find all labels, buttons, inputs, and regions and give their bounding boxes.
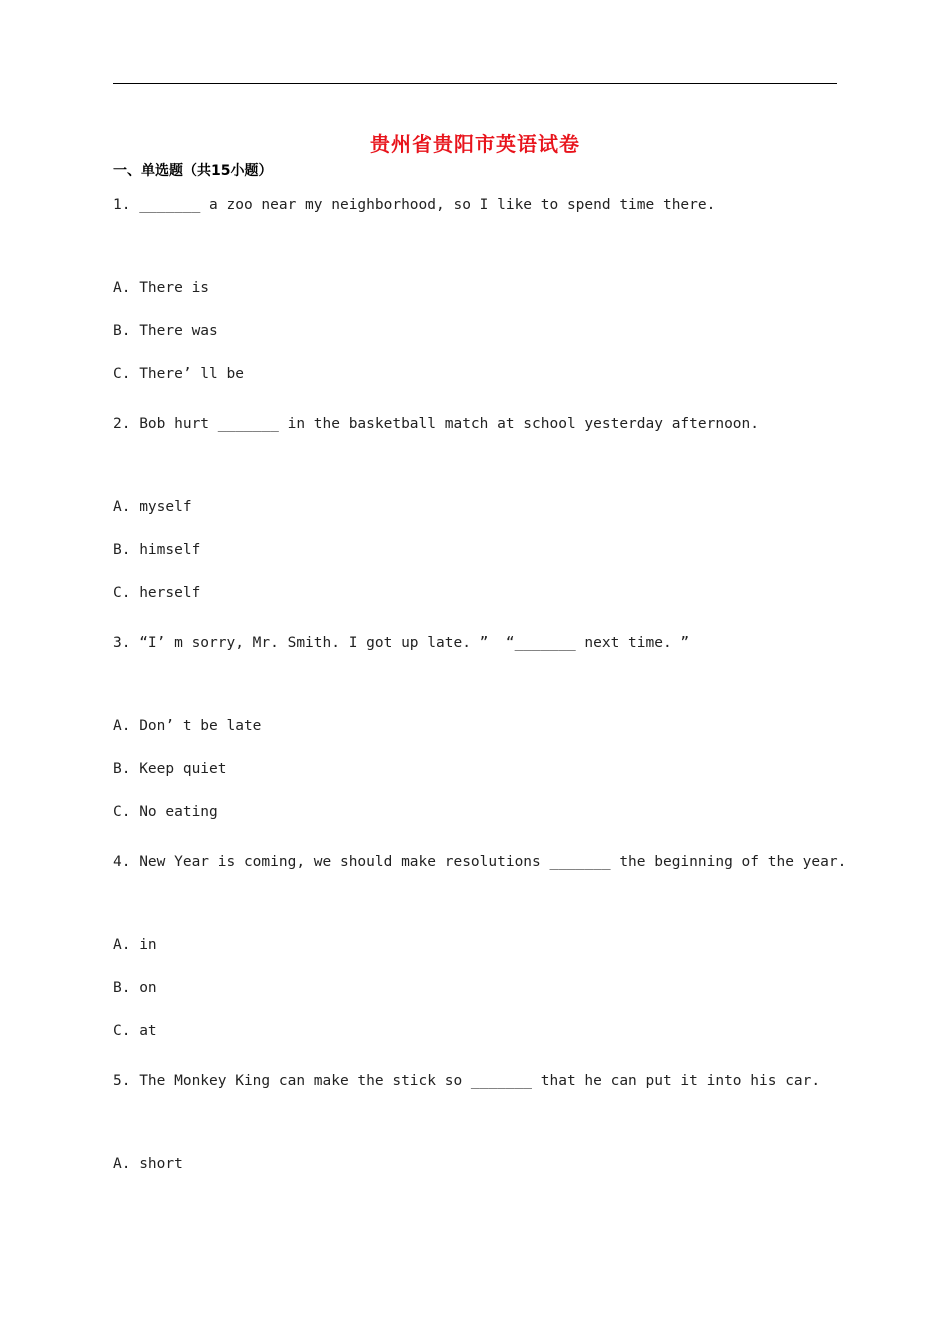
question-3-option-c[interactable]: C. No eating — [113, 804, 218, 820]
question-2-option-b[interactable]: B. himself — [113, 542, 201, 558]
question-1-stem: 1. _______ a zoo near my neighborhood, so I like to spend time there. — [113, 197, 716, 213]
question-3-option-b[interactable]: B. Keep quiet — [113, 761, 227, 777]
question-4-option-c[interactable]: C. at — [113, 1023, 157, 1039]
header-rule — [113, 83, 837, 84]
question-1-option-a[interactable]: A. There is — [113, 280, 210, 296]
question-5-stem: 5. The Monkey King can make the stick so _______ that he can put it into his car. — [113, 1073, 821, 1089]
question-1-option-b[interactable]: B. There was — [113, 323, 218, 339]
question-2-option-c[interactable]: C. herself — [113, 585, 201, 601]
question-2-stem: 2. Bob hurt _______ in the basketball match at school yesterday afternoon. — [113, 416, 760, 432]
question-4-option-b[interactable]: B. on — [113, 980, 157, 996]
question-4-option-a[interactable]: A. in — [113, 937, 157, 953]
question-3-option-a[interactable]: A. Don’ t be late — [113, 718, 262, 734]
question-2-option-a[interactable]: A. myself — [113, 499, 192, 515]
question-4-stem: 4. New Year is coming, we should make resolutions _______ the beginning of the year. — [113, 854, 847, 870]
question-3-stem: 3. “I’ m sorry, Mr. Smith. I got up late. ” “_______ next time. ” — [113, 635, 690, 651]
page-title: 贵州省贵阳市英语试卷 — [370, 132, 580, 156]
question-1-option-c[interactable]: C. There’ ll be — [113, 366, 244, 382]
question-5-option-a[interactable]: A. short — [113, 1156, 183, 1172]
section-heading: 一、单选题（共15小题） — [113, 163, 273, 179]
